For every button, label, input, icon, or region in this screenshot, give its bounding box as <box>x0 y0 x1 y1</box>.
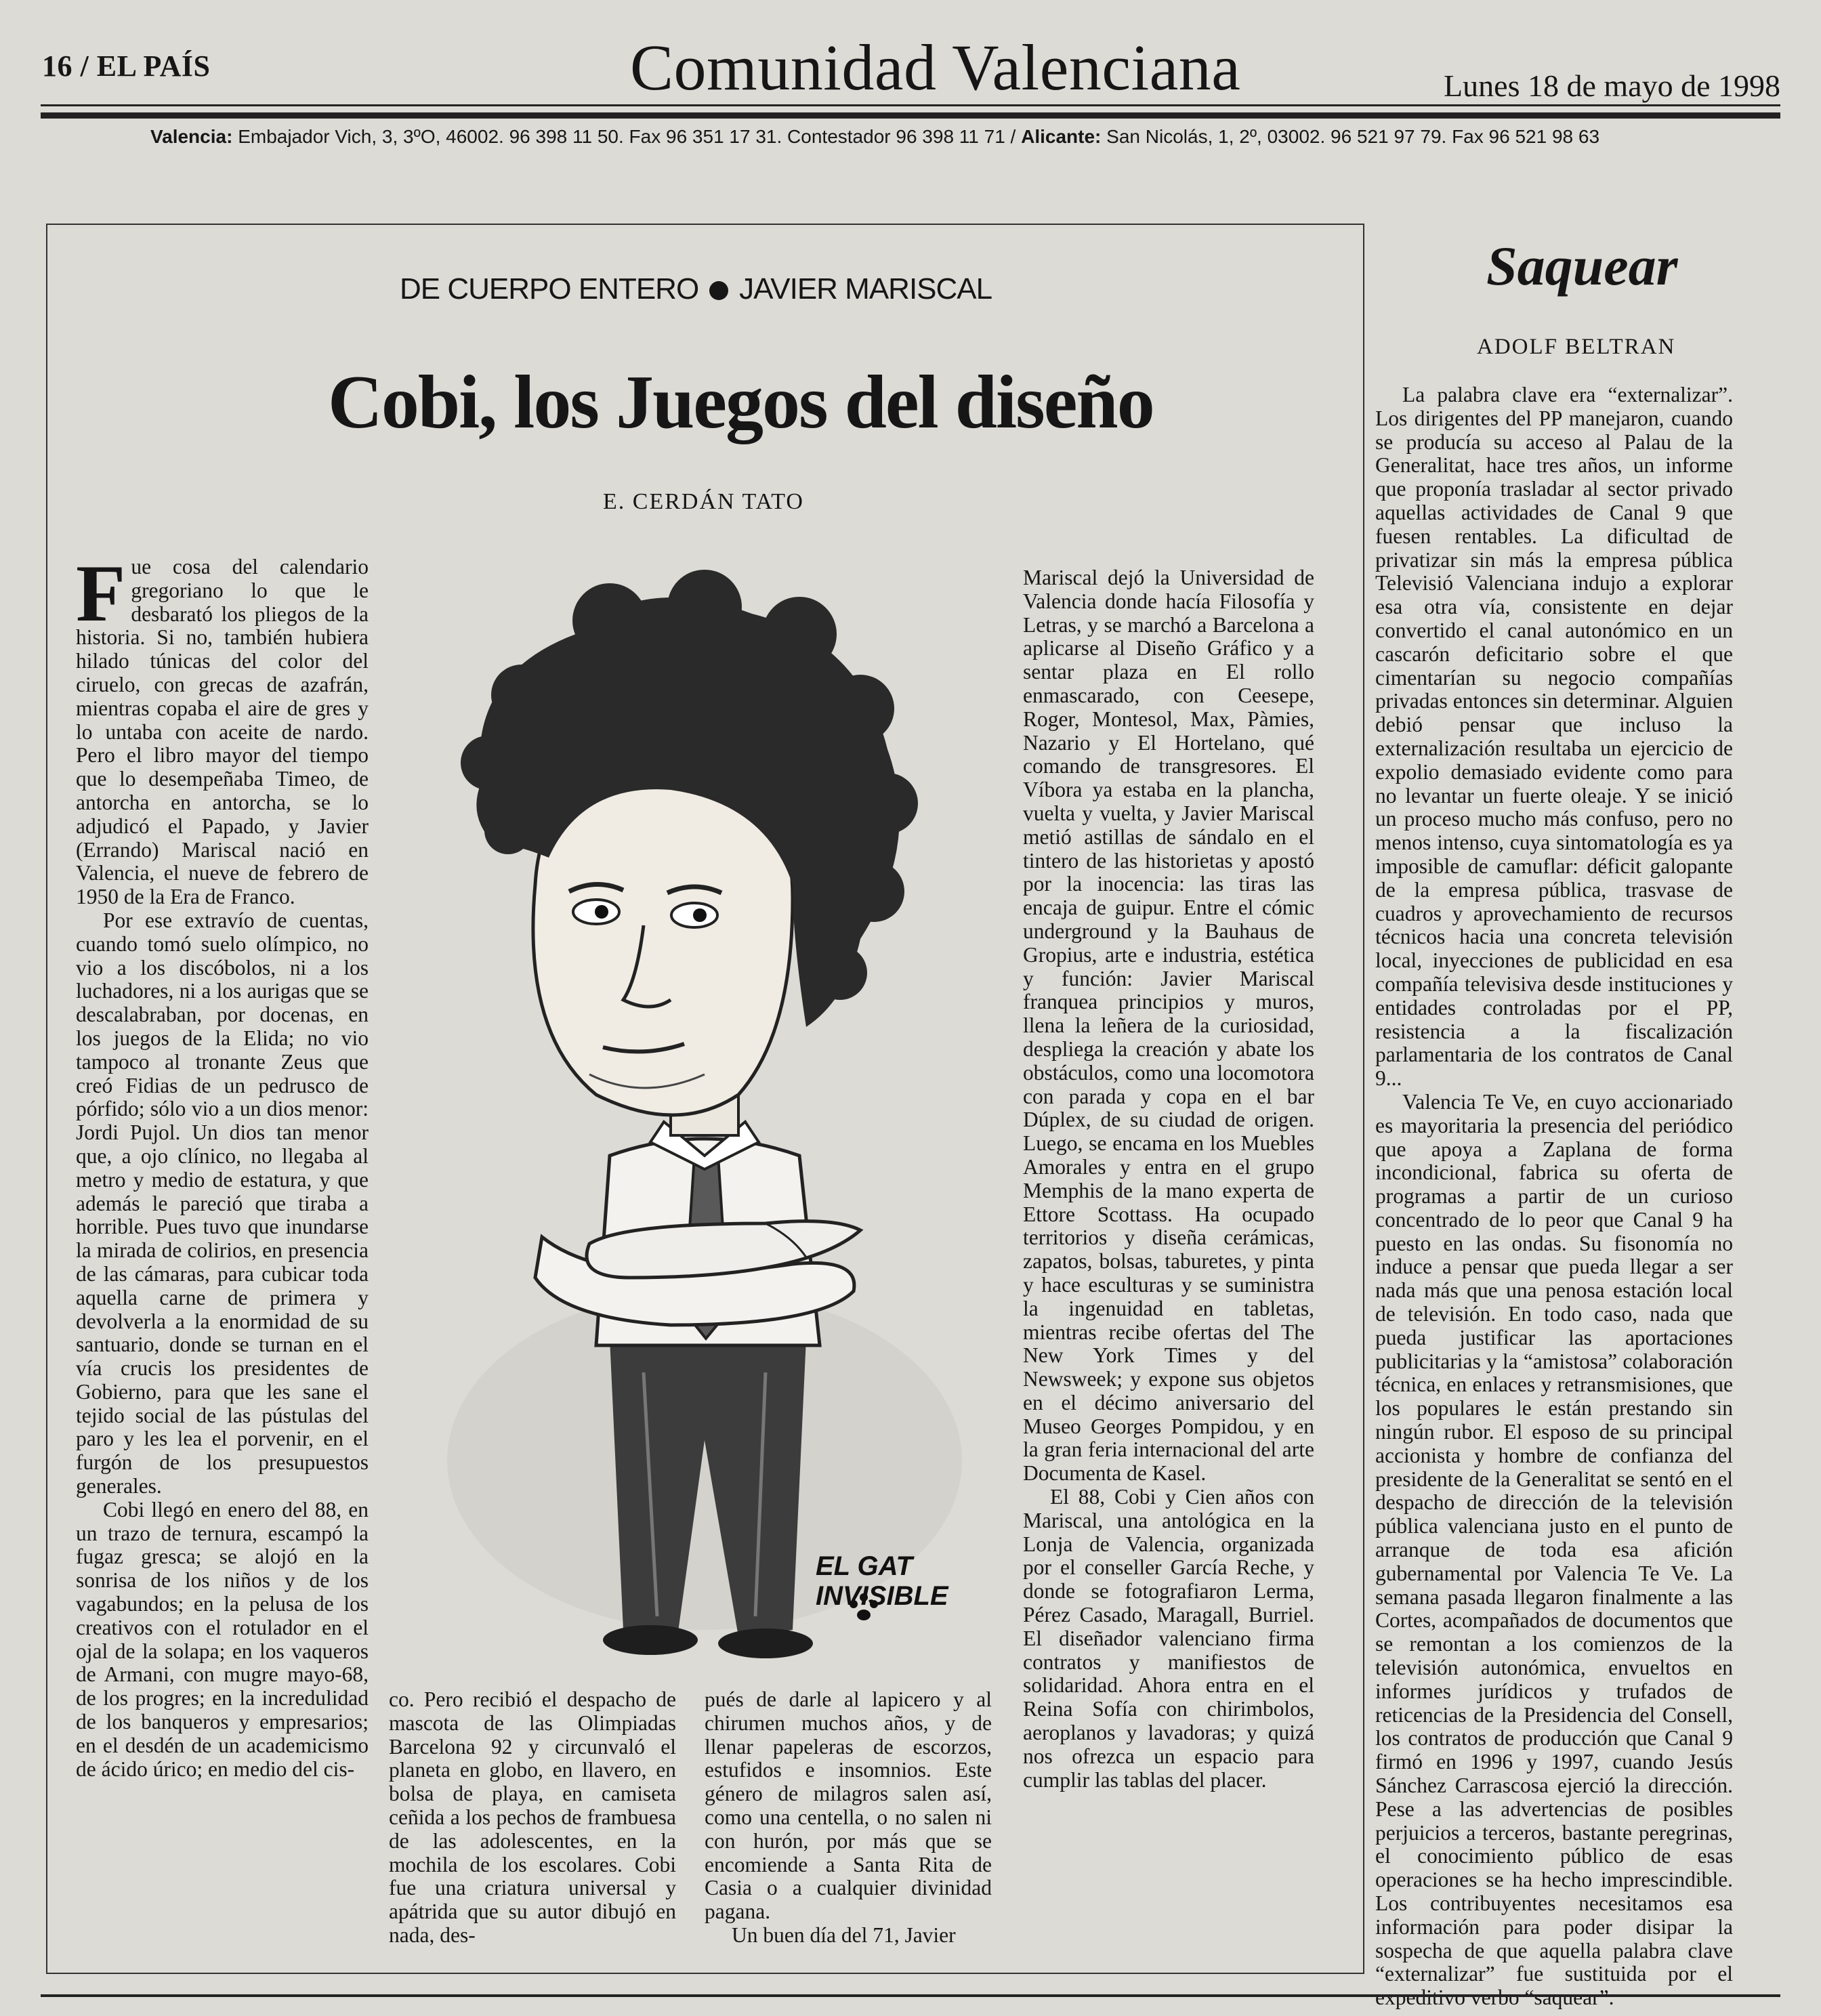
article-paragraph: El 88, Cobi y Cien años con Mariscal, una antológica en la Lonja de Valencia, organizada por el conseller García Reche, y donde se fotografiaron Lerma, Pérez Casado, Maragall, Burriel. El diseñador valenciano firma contratos y manifiestos de solidaridad. Ahora entra en el Reina Sofía con chirimbolos, aeroplanos y lavadoras; y quizá nos ofrezca un espacio para cumplir las tablas del placer. <box>1023 1485 1314 1792</box>
article-headline: Cobi, los Juegos del diseño <box>328 360 1154 444</box>
caricature-illustration <box>386 560 1016 1671</box>
article-column-1 <box>76 548 369 1781</box>
header-rule-thick <box>41 112 1780 119</box>
article-paragraph: pués de darle al lapicero y al chirumen muchos años, y de llenar papeleras de escorzos, estufidos e insomnios. Este género de milagros salen así, como una centella, o no salen ni con hurón, por más que se encomiende a Santa Rita de Casia o a cualquier divinidad pagana. <box>705 1687 992 1924</box>
article-column-2 <box>389 1688 676 1948</box>
article-paragraph: Fue cosa del calendario gregoriano lo que le desbarató los pliegos de la historia. Si no, también hubiera hilado túnicas del color del ciruelo, con grecas de azafrán, mientras copaba el aire de gres y lo untaba con aceite de nardo. Pero el libro mayor del tiempo que lo desempeñaba Timeo, de antorcha en antorcha, se lo adjudicó el Papado, y Javier (Errando) Mariscal nació en Valencia, el nueve de febrero de 1950 de la Era de Franco. <box>76 548 369 909</box>
article-byline: E. CERDÁN TATO <box>603 489 804 514</box>
article-column-4 <box>1023 566 1314 1792</box>
bullet-icon <box>709 281 728 300</box>
article-paragraph: Un buen día del 71, Javier <box>732 1923 956 1947</box>
article-kicker <box>400 272 992 306</box>
address-bar <box>150 126 1599 148</box>
illustrator-signature <box>816 1551 948 1611</box>
signature-line-1: EL GAT <box>816 1551 913 1581</box>
kicker-series: DE CUERPO ENTERO <box>400 272 699 306</box>
opinion-body <box>1375 383 1733 2010</box>
alicante-address: San Nicolás, 1, 2º, 03002. 96 521 97 79. Fax 96 521 98 63 <box>1106 126 1600 147</box>
kicker-subject: JAVIER MARISCAL <box>739 272 992 306</box>
opinion-paragraph: La palabra clave era “externalizar”. Los dirigentes del PP manejaron, cuando se producía su acceso al Palau de la Generalitat, hace tres años, un informe que proponía trasladar al sector privado aquellas actividades de Canal 9 que fuesen rentables. La dificultad de privatizar sin más la empresa pública Televisió Valenciana indujo a explorar esa otra vía, consistente en dejar convertido el canal autonómico en un cascarón deficitario sobre el que cimentarían su negocio compañías privadas entonces sin determinar. Alguien debió pensar que incluso la externalización resultaba un ejercicio de expolio demasiado evidente como para no levantar un fuerte oleaje. Y se inició un proceso mucho más confuso, pero no menos intenso, cuya sintomatología es ya imposible de camuflar: déficit galopante de la empresa pública, trasvase de cuadros y aprovechamiento de recursos técnicos hacia una concreta televisión local, inyecciones de publicidad en esa compañía televisiva desde instituciones y entidades controladas por el PP, resistencia a la fiscalización parlamentaria de los contratos de Canal 9... <box>1375 383 1733 1091</box>
section-title: Comunidad Valenciana <box>630 31 1241 104</box>
valencia-label: Valencia: <box>150 126 233 147</box>
issue-date: Lunes 18 de mayo de 1998 <box>1444 68 1780 103</box>
article-column-3 <box>705 1688 992 1948</box>
page-number-label: 16 / EL PAÍS <box>42 49 211 83</box>
article-paragraph: co. Pero recibió el despacho de mascota de las Olimpiadas Barcelona 92 y circunvaló el planeta en globo, en llavero, en bolsa de playa, en camiseta ceñida a los pechos de frambuesa de las adolescentes, en la mochila de los escolares. Cobi fue una criatura universal y apátrida que su autor dibujó en nada, des- <box>389 1687 676 1947</box>
article-paragraph: Por ese extravío de cuentas, cuando tomó suelo olímpico, no vio a los discóbolos, ni a los luchadores, ni a los aurigas que se descalabraban, por docenas, en los juegos de la Elida; no vio tampoco al tronante Zeus que creó Fidias de un pedrusco de pórfido; sólo vio a un dios menor: Jordi Pujol. Un dios tan menor que, a ojo clínico, no llegaba al metro y medio de estatura, y que además le pareció que tiraba a horrible. Pues tuvo que inundarse la mirada de colirios, en presencia de las cámaras, para cubicar toda aquella carne de primera y devolverla a la enormidad de su santuario, donde se turnan en el vía crucis los presidentes de Gobierno, para que les sane el tejido social de las pústulas del paro y les lea el porvenir, en el furgón de los presupuestos generales. <box>76 908 369 1498</box>
signature-line-2: INVISIBLE <box>816 1581 948 1611</box>
alicante-label: Alicante: <box>1021 126 1102 147</box>
drop-cap: F <box>76 548 126 638</box>
footer-rule <box>41 1994 1780 1997</box>
valencia-address: Embajador Vich, 3, 3ºO, 46002. 96 398 11 50. Fax 96 351 17 31. Contestador 96 398 11 71 / <box>238 126 1016 147</box>
article-paragraph: Cobi llegó en enero del 88, en un trazo de ternura, escampó la fugaz gresca; se alojó en la sonrisa de los niños y de los vagabundos; en la pelusa de los creativos con el rotulador en el ojal de la solapa; en los vaqueros de Armani, con mugre mayo-68, de los progres; en la incredulidad de los banqueros y empresarios; en el desdén de un academicismo de ácido úrico; en medio del cis- <box>76 1497 369 1781</box>
header-rule-thin <box>41 104 1780 106</box>
opinion-paragraph: Valencia Te Ve, en cuyo accionariado es mayoritaria la presencia del periódico que apoya a Zaplana de forma incondicional, fabrica su oferta de programas a partir de un curioso concentrado de lo peor que Canal 9 ha puesto en las ondas. Su fisonomía no induce a pensar que pueda llegar a ser nada más que una penosa estación local de televisión. En todo caso, nada que pueda justificar las aportaciones publicitarias y la “amistosa” colaboración técnica, en enlaces y retransmisiones, que los populares le están prestando sin ningún rubor. El esposo de su principal accionista y hombre de confianza del presidente de la Generalitat se sentó en el despacho de dirección de la televisión pública valenciana justo en el punto de arranque de toda esa afición gubernamental por Valencia Te Ve. La semana pasada llegaron finalmente a las Cortes, acompañados de documentos que se remontan a los comienzos de la televisión autonómica, envueltos en informes jurídicos y trufados de reticencias de la Presidencia del Consell, los contratos de producción que Canal 9 firmó en 1996 y 1997, cuando Jesús Sánchez Carrascosa ejerció la dirección. Pese a las advertencias de posibles perjuicios a terceros, bastante peregrinas, el conocimiento público de esas operaciones se ha hecho imprescindible. Los contribuyentes necesitamos esa información para poder disipar la sospecha de que aquella palabra clave “externalizar” fue sustituida por el expeditivo verbo “saquear”. <box>1375 1089 1733 2010</box>
article-paragraph: Mariscal dejó la Universidad de Valencia donde hacía Filosofía y Letras, y se marchó a Barcelona a aplicarse al Diseño Gráfico y a sentar plaza en El rollo enmascarado, con Ceesepe, Roger, Montesol, Max, Pàmies, Nazario y El Hortelano, qué comando de transgresores. El Víbora ya estaba en la plancha, vuelta y vuelta, y Javier Mariscal metió astillas de sándalo en el tintero de las historietas y apostó por la inocencia: las tiras las encaja de guipur. Entre el cómic underground y la Bauhaus de Gropius, arte e industria, estética y función: Javier Mariscal franquea principios y muros, llena la leñera de la curiosidad, despliega la creación y abate los obstáculos, como una locomotora con parada y copa en el bar Dúplex, de su ciudad de origen. Luego, se encama en los Muebles Amorales y entra en el grupo Memphis de la mano experta de Ettore Scottass. Ha ocupado territorios y diseña cerámicas, zapatos, bolsas, taburetes, y pinta y hace esculturas y se suministra la ingenuidad en tabletas, mientras recibe ofertas del The New York Times y del Newsweek; y expone sus objetos en el décimo aniversario del Museo Georges Pompidou, y en la gran feria internacional del arte Documenta de Kasel. <box>1023 566 1314 1486</box>
opinion-author: ADOLF BELTRAN <box>1477 335 1676 359</box>
opinion-title: Saquear <box>1486 235 1678 297</box>
